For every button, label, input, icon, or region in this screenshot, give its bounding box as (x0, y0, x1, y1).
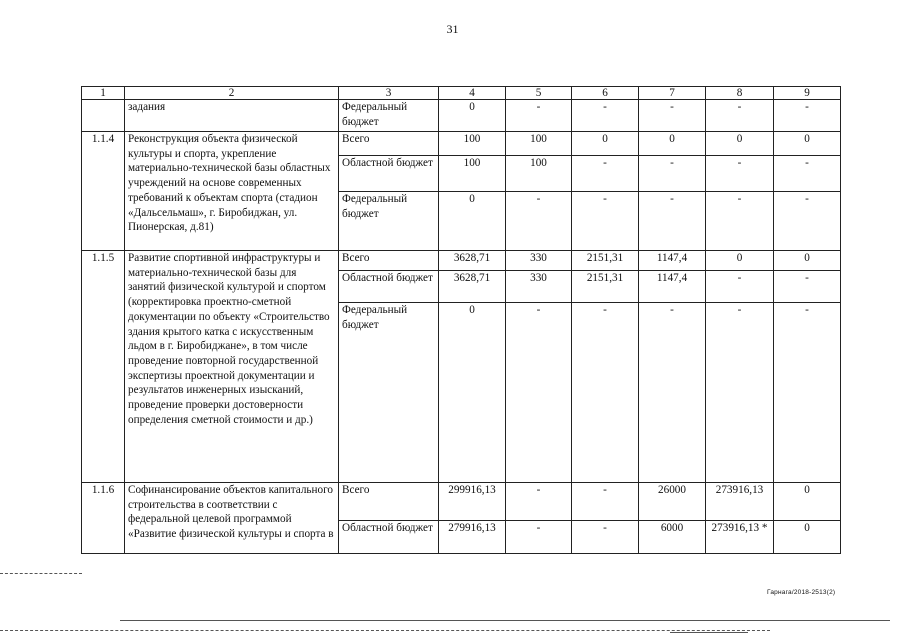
value-cell: 1147,4 (639, 251, 706, 271)
value-cell: 273916,13 (706, 483, 774, 521)
value-cell: - (774, 156, 841, 192)
header-cell: 6 (572, 87, 639, 100)
value-cell: 0 (439, 303, 506, 483)
value-cell: 330 (506, 271, 572, 303)
event-name-cell: Развитие спортивной инфраструктуры и материально-технической базы для занятий физической культурой и спортом (корректировка проектно-сметной документации по объекту «Строительство здания крытого катка с искусственным льдом в г. Биробиджане», в том числе проведение повторной государственной экспертизы проектной документации и результатов инженерных изысканий, проведение проверки достоверности определения сметной стоимости и др.) (125, 251, 339, 483)
value-cell: - (706, 100, 774, 132)
table-row (82, 100, 841, 132)
header-cell: 2 (125, 87, 339, 100)
event-name-cell: Софинансирование объектов капитального строительства в соответствии с федеральной целевой программой «Развитие физической культуры и спорта в (125, 483, 339, 554)
table-row (82, 132, 841, 156)
row-number-cell (82, 100, 125, 132)
value-cell: 100 (439, 156, 506, 192)
value-cell: - (572, 100, 639, 132)
value-cell: - (506, 100, 572, 132)
row-number-cell: 1.1.6 (82, 483, 125, 554)
value-cell: - (706, 156, 774, 192)
header-cell: 3 (339, 87, 439, 100)
value-cell: 0 (774, 251, 841, 271)
event-name-cell: задания (125, 100, 339, 132)
funding-source-cell: Всего (339, 483, 439, 521)
value-cell: - (774, 192, 841, 251)
value-cell: - (706, 271, 774, 303)
value-cell: - (572, 192, 639, 251)
header-cell: 8 (706, 87, 774, 100)
value-cell: 100 (506, 156, 572, 192)
value-cell: 299916,13 (439, 483, 506, 521)
header-cell: 7 (639, 87, 706, 100)
table-row (82, 251, 841, 271)
budget-table (81, 86, 841, 554)
value-cell: - (706, 192, 774, 251)
value-cell: 0 (439, 100, 506, 132)
value-cell: 1147,4 (639, 271, 706, 303)
row-number-cell: 1.1.5 (82, 251, 125, 483)
value-cell: 0 (774, 483, 841, 521)
funding-source-cell: Областной бюджет (339, 271, 439, 303)
funding-source-cell: Федеральный бюджет (339, 192, 439, 251)
header-cell: 4 (439, 87, 506, 100)
value-cell: - (506, 192, 572, 251)
value-cell: - (572, 521, 639, 554)
funding-source-cell: Всего (339, 251, 439, 271)
scan-artifact-line (670, 632, 748, 633)
funding-source-cell: Областной бюджет (339, 156, 439, 192)
value-cell: 330 (506, 251, 572, 271)
funding-source-cell: Федеральный бюджет (339, 100, 439, 132)
document-footnote: Гарнага/2018-2513(2) (767, 589, 836, 596)
header-cell: 1 (82, 87, 125, 100)
value-cell: 100 (439, 132, 506, 156)
value-cell: - (639, 303, 706, 483)
value-cell: - (506, 483, 572, 521)
value-cell: - (639, 156, 706, 192)
scan-artifact-line (0, 573, 82, 574)
value-cell: - (639, 100, 706, 132)
row-number-cell: 1.1.4 (82, 132, 125, 251)
value-cell: 0 (706, 132, 774, 156)
value-cell: 6000 (639, 521, 706, 554)
value-cell: 279916,13 (439, 521, 506, 554)
value-cell: 0 (706, 251, 774, 271)
event-name-cell: Реконструкция объекта физической культуры и спорта, укрепление материально-технической базы областных учреждений на основе современных требований к объектам спорта (стадион «Дальсельмаш», г. Биробиджан, ул. Пионерская, д.81) (125, 132, 339, 251)
value-cell: 2151,31 (572, 271, 639, 303)
header-cell: 9 (774, 87, 841, 100)
value-cell: - (572, 303, 639, 483)
value-cell: 3628,71 (439, 271, 506, 303)
value-cell: - (774, 303, 841, 483)
value-cell: 273916,13 * (706, 521, 774, 554)
value-cell: 2151,31 (572, 251, 639, 271)
value-cell: - (774, 100, 841, 132)
table-row (82, 483, 841, 521)
funding-source-cell: Федеральный бюджет (339, 303, 439, 483)
scan-artifact-line (120, 620, 890, 621)
page-number: 31 (446, 22, 459, 36)
value-cell: - (506, 303, 572, 483)
value-cell: - (506, 521, 572, 554)
value-cell: - (572, 483, 639, 521)
value-cell: - (639, 192, 706, 251)
scan-artifact-line (0, 630, 770, 631)
funding-source-cell: Всего (339, 132, 439, 156)
value-cell: 0 (439, 192, 506, 251)
value-cell: 0 (774, 132, 841, 156)
value-cell: 0 (572, 132, 639, 156)
value-cell: 0 (774, 521, 841, 554)
value-cell: - (706, 303, 774, 483)
value-cell: 100 (506, 132, 572, 156)
header-cell: 5 (506, 87, 572, 100)
funding-source-cell: Областной бюджет (339, 521, 439, 554)
value-cell: - (572, 156, 639, 192)
value-cell: 0 (639, 132, 706, 156)
value-cell: 26000 (639, 483, 706, 521)
value-cell: - (774, 271, 841, 303)
header-row (82, 87, 841, 100)
value-cell: 3628,71 (439, 251, 506, 271)
